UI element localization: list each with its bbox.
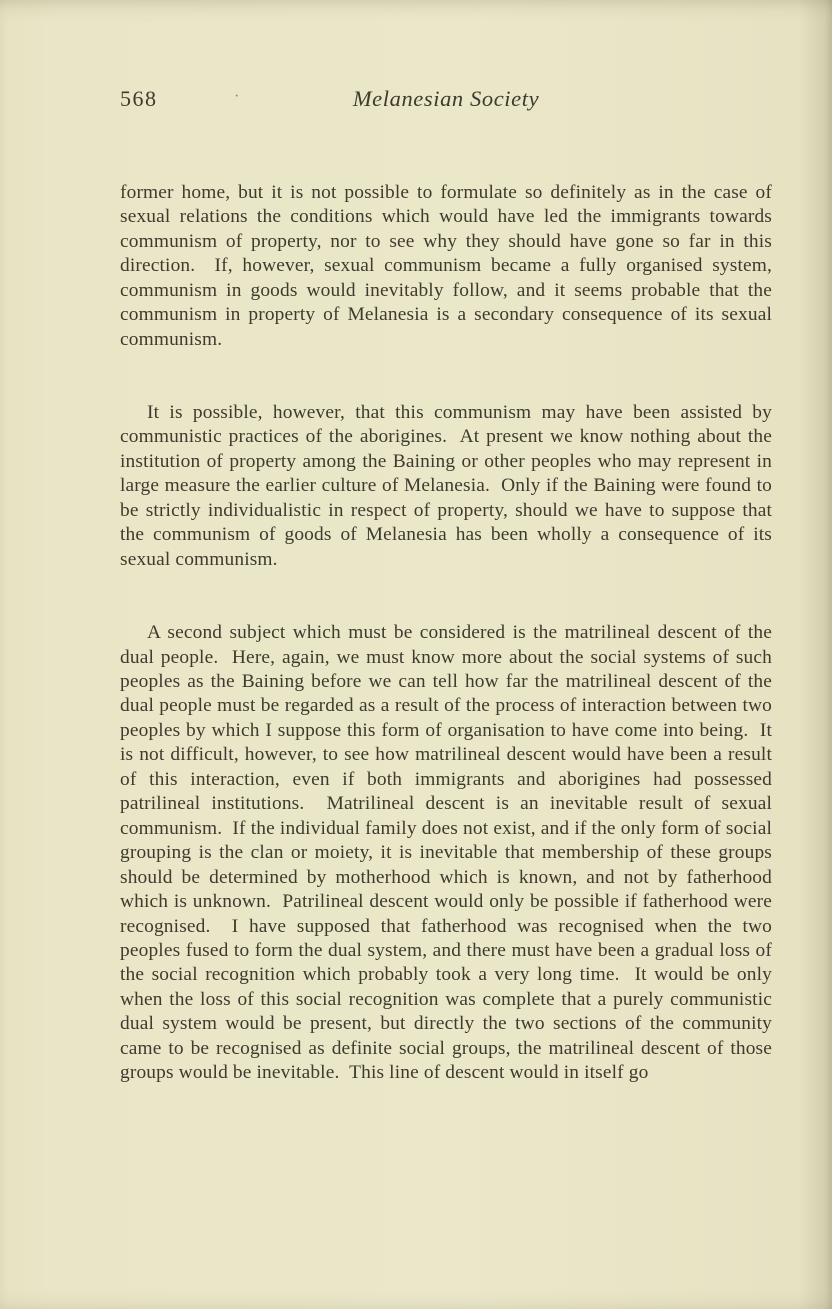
paragraph: It is possible, however, that this communism may have been assisted by communistic practices of the aborigines. At present we know nothing about the institution of property among the Baining or other peoples who may represent in large measure the earlier culture of Melanesia. Only if the Baining were found to be strictly individualistic in respect of property, should we have to suppose that the communism of goods of Melanesia has been wholly a consequence of its sexual communism. <box>120 401 777 570</box>
page-body-text <box>120 132 777 1135</box>
paragraph: A second subject which must be considered is the matrilineal descent of the dual people. Here, again, we must know more about the social systems of such peoples as the Baining before we can tell how far the matrilineal descent of the dual people must be regarded as a result of the process of interaction between two peoples by which I suppose this form of organisation to have come into being. It is not difficult, however, to see how matrilineal descent would have been a result of this interaction, even if both immigrants and aborigines had possessed patrilineal institutions. Matrilineal descent is an inevitable result of sexual communism. If the individual family does not exist, and if the only form of social grouping is the clan or moiety, it is inevitable that membership of these groups should be determined by motherhood which is known, and not by fatherhood which is unknown. Patrilineal descent would only be possible if fatherhood were recognised. I have supposed that fatherhood was recognised when the two peoples fused to form the dual system, and there must have been a gradual loss of the social recognition which probably took a very long time. It would be only when the loss of this social recognition was complete that a purely communistic dual system would be present, but directly the two sections of the community came to be recognised as definite social groups, the matrilineal descent of those groups would be inevitable. This line of descent would in itself go <box>120 622 777 1084</box>
page-number: 568 <box>120 86 158 111</box>
running-header <box>120 86 772 116</box>
paragraph: former home, but it is not possible to formulate so definitely as in the case of sexual relations the conditions which would have led the immigrants towards communism of property, nor to see why they should have gone so far in this direction. If, however, sexual communism became a fully organised system, communism in goods would inevitably follow, and it seems probable that the communism in property of Melanesia is a secondary consequence of its sexual communism. <box>120 181 777 350</box>
running-header-title: Melanesian Society <box>352 86 540 111</box>
ink-speck-mark: · <box>234 88 240 105</box>
